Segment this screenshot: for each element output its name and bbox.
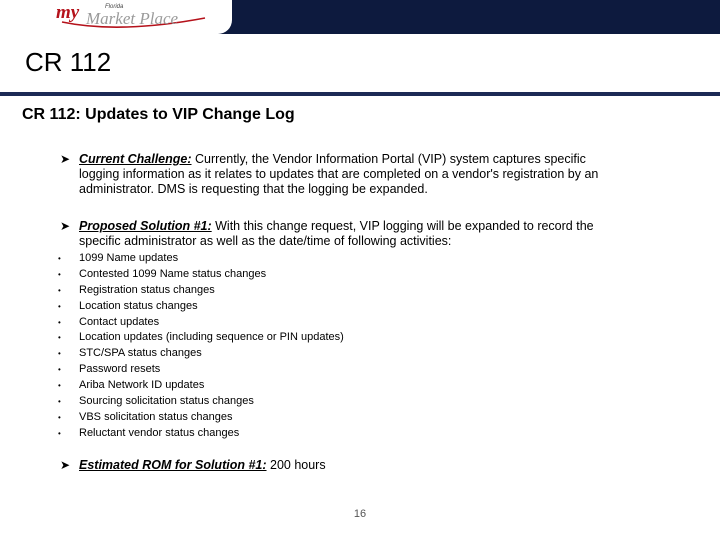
proposed-solution-text-1: With this change request, VIP logging will be expanded to record the [211, 219, 594, 233]
bullet-dot-icon: • [58, 397, 61, 407]
bullet-dot-icon: • [58, 365, 61, 375]
bullet-dot-icon: • [58, 301, 61, 311]
logo-market-place: Market Place [86, 9, 179, 28]
bullet-dot-icon: • [58, 254, 61, 263]
estimate-label: Estimated ROM for Solution #1: [79, 458, 267, 472]
current-challenge-text-2: logging information as it relates to updates that are completed on a vendor's registration by an [79, 167, 599, 181]
bullet-dot-icon: • [58, 349, 61, 359]
arrow-bullet-icon: ➤ [60, 458, 71, 472]
estimate-value: 200 hours [266, 458, 326, 472]
title-divider [0, 92, 720, 96]
bullet-dot-icon: • [58, 269, 61, 279]
bullet-dot-icon: • [58, 317, 61, 327]
page-number: 16 [353, 508, 367, 520]
bullet-dot-icon: • [58, 412, 61, 422]
logo-florida: Florida [105, 4, 124, 10]
bullet-dot-icon: • [58, 428, 61, 438]
slide-subtitle: CR 112: Updates to VIP Change Log [22, 106, 295, 123]
slide-title: CR 112 [25, 47, 112, 77]
current-challenge-text-1: Currently, the Vendor Information Portal (VIP) system captures specific [191, 152, 586, 166]
logo-my: my [56, 2, 80, 23]
myfloridamarketplace-logo [0, 0, 232, 34]
bullet-dot-icon: • [58, 285, 61, 295]
proposed-solution-text-2: specific administrator as well as the date/time of following activities: [79, 234, 452, 248]
bullet-dot-icon: • [58, 333, 61, 343]
proposed-solution-label: Proposed Solution #1: [79, 219, 212, 233]
arrow-bullet-icon: ➤ [60, 219, 71, 233]
current-challenge-label: Current Challenge: [79, 152, 192, 166]
arrow-bullet-icon: ➤ [60, 152, 71, 166]
current-challenge-text-3: administrator. DMS is requesting that the logging be expanded. [79, 182, 428, 196]
bullet-dot-icon: • [58, 381, 61, 391]
logo [0, 0, 232, 34]
